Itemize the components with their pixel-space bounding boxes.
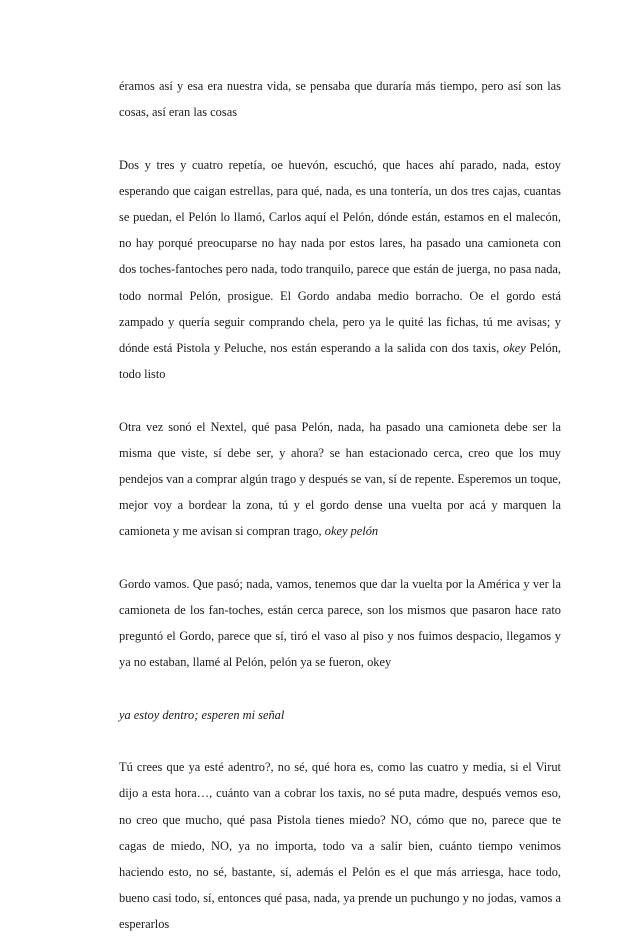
text-segment: Gordo vamos. Que pasó; nada, vamos, tenemos que dar la vuelta por la América y ver la camioneta de los fan-toches, están cerca parece, son los mismos que pasaron hace rato preguntó el Gordo, parece que sí, tiró el vaso al piso y nos fuimos despacio, llegamos y ya no estaban, llamé al Pelón, pelón ya se fueron, okey xyxy=(119,576,561,670)
paragraph xyxy=(119,754,561,937)
paragraph xyxy=(119,73,561,125)
italic-text: okey xyxy=(503,341,526,356)
italic-text: ya estoy dentro; esperen mi señal xyxy=(119,707,285,722)
text-segment: Tú crees que ya esté adentro?, no sé, qué hora es, como las cuatro y media, si el Virut dijo a esta hora…, cuánto van a cobrar los taxis, no sé puta madre, después vemos eso, no creo que mucho, qué pasa Pistola tienes miedo? NO, cómo que no, parece que te cagas de miedo, NO, ya no importa, todo va a salir bien, cuánto tiempo venimos haciendo esto, no sé, bastante, sí, además el Pelón es el que más arriesga, hace todo, bueno casi todo, sí, entonces qué pasa, nada, ya prende un puchungo y no jodas, vamos a esperarlos xyxy=(119,760,561,932)
paragraph xyxy=(119,571,561,676)
text-segment: Dos y tres y cuatro repetía, oe huevón, escuchó, que haces ahí parado, nada, estoy esperando que caigan estrellas, para qué, nada, es una tontería, un dos tres cajas, cuantas se puedan, el Pelón lo llamó, Carlos aquí el Pelón, dónde están, estamos en el malecón, no hay porqué preocuparse no hay nada por estos lares, ha pasado una camioneta con dos toches-fantoches pero nada, todo tranquilo, parece que están de juerga, no pasa nada, todo normal Pelón, prosigue. El Gordo andaba medio borracho. Oe el gordo está zampado y quería seguir comprando chela, pero ya le quité las fichas, tú me avisas; y dónde está Pistola y Peluche, nos están esperando a la salida con dos taxis, xyxy=(119,157,561,356)
text-segment: Pelón, todo listo xyxy=(119,341,561,382)
text-segment: éramos así y esa era nuestra vida, se pensaba que duraría más tiempo, pero así son las cosas, así eran las cosas xyxy=(119,79,561,120)
paragraph xyxy=(119,702,561,728)
document-body xyxy=(119,73,561,938)
italic-text: okey pelón xyxy=(324,524,379,539)
paragraph xyxy=(119,414,561,545)
paragraph xyxy=(119,152,561,388)
text-segment: Otra vez sonó el Nextel, qué pasa Pelón, nada, ha pasado una camioneta debe ser la misma que viste, sí debe ser, y ahora? se han estacionado cerca, creo que los muy pendejos van a comprar algún trago y después se van, sí de repente. Esperemos un toque, mejor voy a bordear la zona, tú y el gordo dense una vuelta por acá y marquen la camioneta y me avisan si compran trago, xyxy=(119,419,561,539)
